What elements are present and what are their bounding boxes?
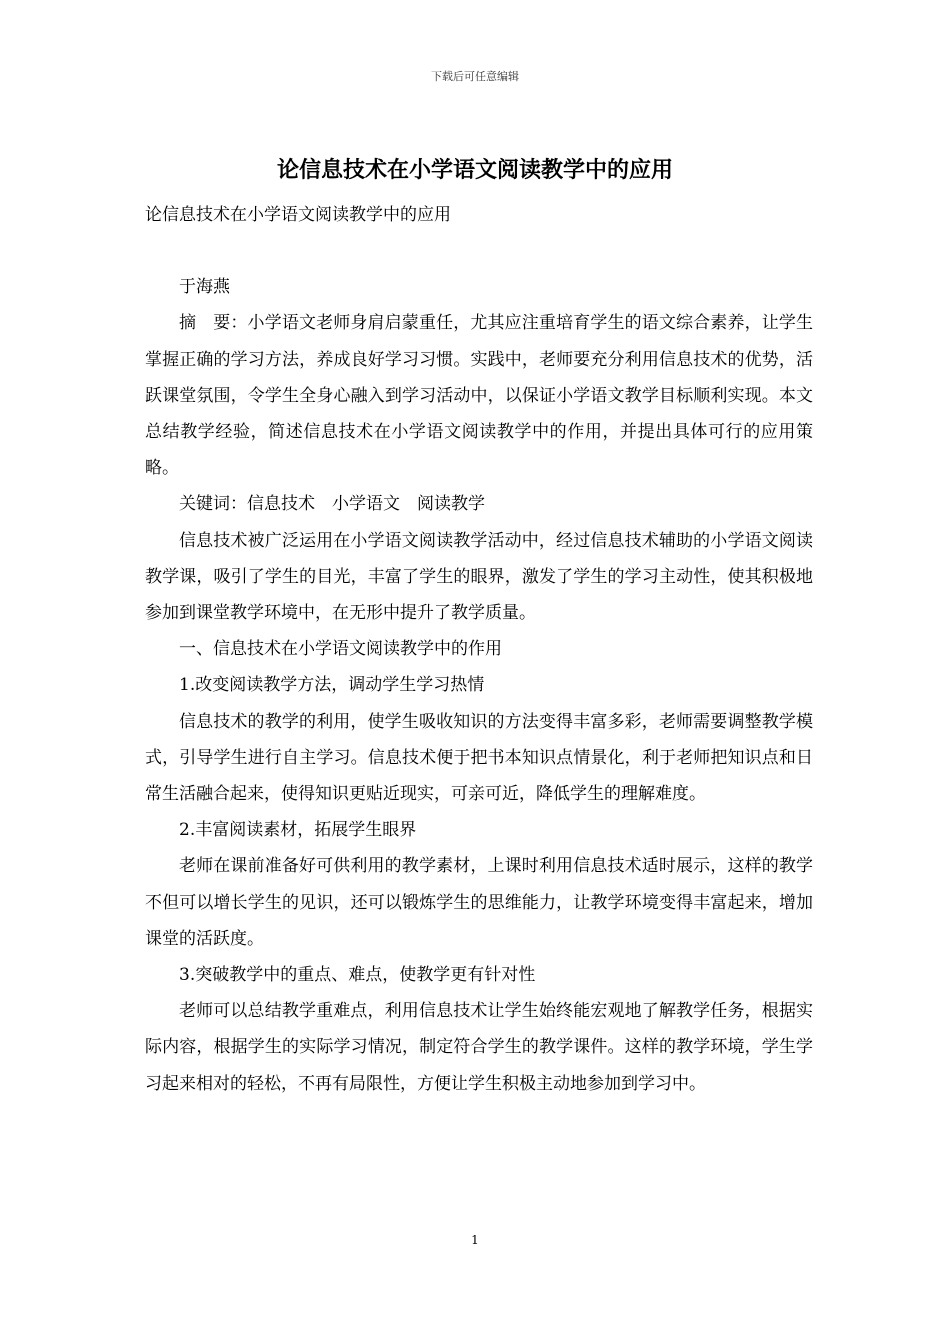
document-subtitle: 论信息技术在小学语文阅读教学中的应用 [145,205,451,225]
header-note: 下载后可任意编辑 [431,70,519,83]
document-body [145,197,813,1102]
subsection-heading-3: 3.突破教学中的重点、难点，使教学更有针对性 [179,965,536,986]
subsection-heading-2: 2.丰富阅读素材，拓展学生眼界 [179,820,417,841]
section-heading-1: 一、信息技术在小学语文阅读教学中的作用 [179,639,502,660]
page-number: 1 [471,1233,479,1247]
author-name: 于海燕 [179,277,230,298]
intro-paragraph: 信息技术被广泛运用在小学语文阅读教学活动中，经过信息技术辅助的小学语文阅读教学课，吸引了学生的目光，丰富了学生的眼界，激发了学生的学习主动性，使其积极地参加到课堂教学环境中，在无形中提升了教学质量。 [145,530,813,624]
subsection-heading-1: 1.改变阅读教学方法，调动学生学习热情 [179,675,485,696]
document-title: 论信息技术在小学语文阅读教学中的应用 [276,157,673,183]
subsection-paragraph-3: 老师可以总结教学重难点，利用信息技术让学生始终能宏观地了解教学任务，根据实际内容，根据学生的实际学习情况，制定符合学生的教学课件。这样的教学环境，学生学习起来相对的轻松，不再有局限性，方便让学生积极主动地参加到学习中。 [145,1001,813,1094]
subsection-paragraph-2: 老师在课前准备好可供利用的教学素材，上课时利用信息技术适时展示，这样的教学不但可以增长学生的见识，还可以锻炼学生的思维能力，让教学环境变得丰富起来，增加课堂的活跃度。 [145,856,813,949]
keywords-line: 关键词：信息技术 小学语文 阅读教学 [179,494,485,515]
abstract-paragraph: 摘 要：小学语文老师身肩启蒙重任，尤其应注重培育学生的语文综合素养，让学生掌握正确的学习方法，养成良好学习习惯。实践中，老师要充分利用信息技术的优势，活跃课堂氛围，令学生全身心融入到学习活动中，以保证小学语文教学目标顺利实现。本文总结教学经验，简述信息技术在小学语文阅读教学中的作用，并提出具体可行的应用策略。 [145,313,813,479]
subsection-paragraph-1: 信息技术的教学的利用，使学生吸收知识的方法变得丰富多彩，老师需要调整教学模式，引导学生进行自主学习。信息技术便于把书本知识点情景化，利于老师把知识点和日常生活融合起来，使得知识更贴近现实，可亲可近，降低学生的理解难度。 [145,711,813,805]
